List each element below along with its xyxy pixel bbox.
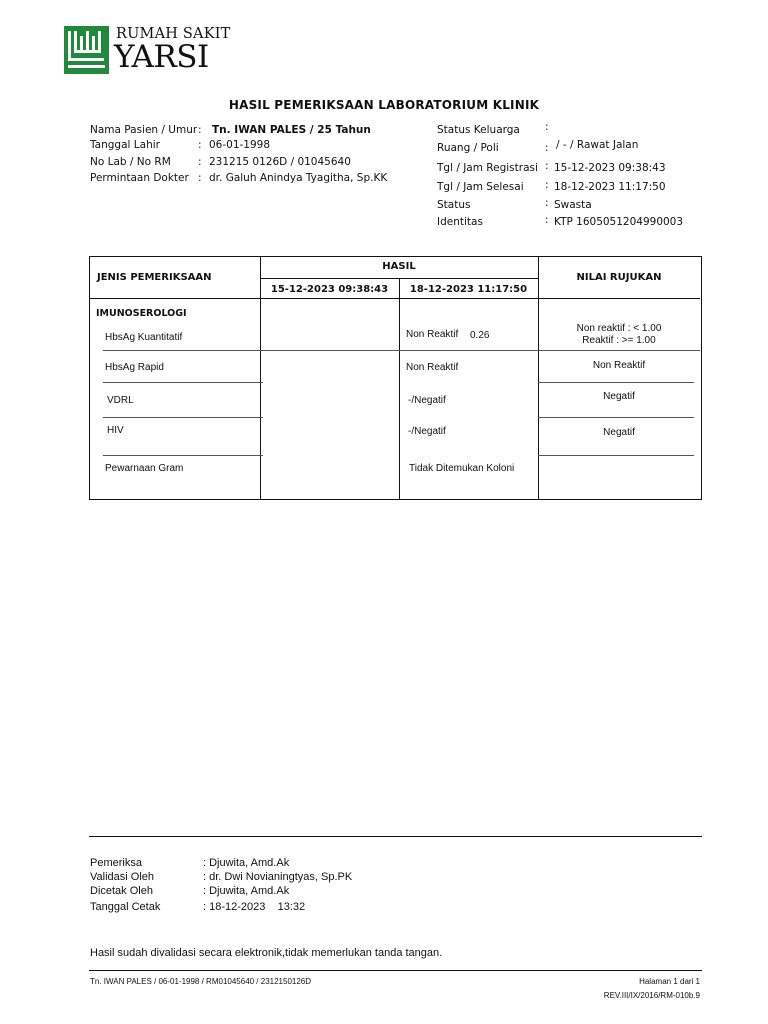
row-divider bbox=[538, 417, 694, 418]
header-result: HASIL bbox=[382, 261, 416, 272]
reference-value: Non reaktif : < 1.00 bbox=[576, 323, 662, 334]
results-table bbox=[89, 256, 702, 500]
row-divider bbox=[103, 382, 263, 383]
reference-value: Non Reaktif bbox=[592, 360, 646, 371]
table-header-divider bbox=[260, 278, 538, 279]
electronic-validation-note: Hasil sudah divalidasi secara elektronik,tidak memerlukan tanda tangan. bbox=[90, 947, 443, 959]
yarsi-logo-icon bbox=[64, 26, 109, 74]
revision-code: REV.III/IX/2016/RM-010b.9 bbox=[603, 991, 700, 1000]
row-divider bbox=[538, 455, 694, 456]
result-value: Non Reaktif bbox=[406, 329, 459, 340]
row-divider bbox=[103, 350, 700, 351]
examiner-value: : Djuwita, Amd.Ak bbox=[203, 857, 290, 869]
reference-value: Reaktif : >= 1.00 bbox=[582, 335, 656, 346]
table-col-divider bbox=[399, 278, 400, 499]
result-value: Tidak Ditemukan Koloni bbox=[409, 463, 515, 474]
test-name: VDRL bbox=[107, 395, 134, 406]
section-immunoserology: IMUNOSEROLOGI bbox=[96, 308, 187, 319]
document-title: HASIL PEMERIKSAAN LABORATORIUM KLINIK bbox=[228, 98, 540, 112]
table-col-divider bbox=[538, 257, 539, 499]
logo-text-top: RUMAH SAKIT bbox=[116, 26, 231, 42]
result-value: -/Negatif bbox=[408, 426, 446, 437]
print-date-value: : 18-12-2023 13:32 bbox=[203, 901, 306, 913]
result-value: -/Negatif bbox=[408, 395, 446, 406]
footer-divider bbox=[89, 836, 702, 837]
print-date-label: Tanggal Cetak bbox=[90, 901, 161, 913]
printed-by-label: Dicetak Oleh bbox=[90, 885, 153, 897]
row-divider bbox=[103, 455, 263, 456]
patient-summary: Tn. IWAN PALES / 06-01-1998 / RM01045640 / 2312150126D bbox=[90, 977, 312, 986]
test-name: Pewarnaan Gram bbox=[105, 463, 184, 474]
validator-value: : dr. Dwi Novianingtyas, Sp.PK bbox=[203, 871, 353, 883]
reference-value: Negatif bbox=[603, 391, 635, 402]
logo-text-main: YARSI bbox=[114, 39, 209, 75]
header-reference: NILAI RUJUKAN bbox=[576, 272, 662, 283]
reference-value: Negatif bbox=[603, 427, 635, 438]
examiner-label: Pemeriksa bbox=[90, 857, 142, 869]
validator-label: Validasi Oleh bbox=[90, 871, 154, 883]
header-date-2: 18-12-2023 11:17:50 bbox=[409, 284, 528, 295]
printed-by-value: : Djuwita, Amd.Ak bbox=[203, 885, 290, 897]
test-name: HIV bbox=[107, 425, 124, 436]
row-divider bbox=[538, 382, 694, 383]
result-number: 0.26 bbox=[470, 330, 490, 341]
result-value: Non Reaktif bbox=[406, 362, 459, 373]
test-name: HbsAg Kuantitatif bbox=[105, 332, 183, 343]
hospital-logo bbox=[64, 26, 231, 78]
page-number: Halaman 1 dari 1 bbox=[639, 977, 700, 986]
table-header-bottom bbox=[90, 298, 700, 299]
bottom-divider bbox=[89, 970, 702, 971]
test-name: HbsAg Rapid bbox=[105, 362, 164, 373]
header-test-name: JENIS PEMERIKSAAN bbox=[97, 272, 212, 283]
header-date-1: 15-12-2023 09:38:43 bbox=[270, 284, 389, 295]
row-divider bbox=[103, 417, 263, 418]
